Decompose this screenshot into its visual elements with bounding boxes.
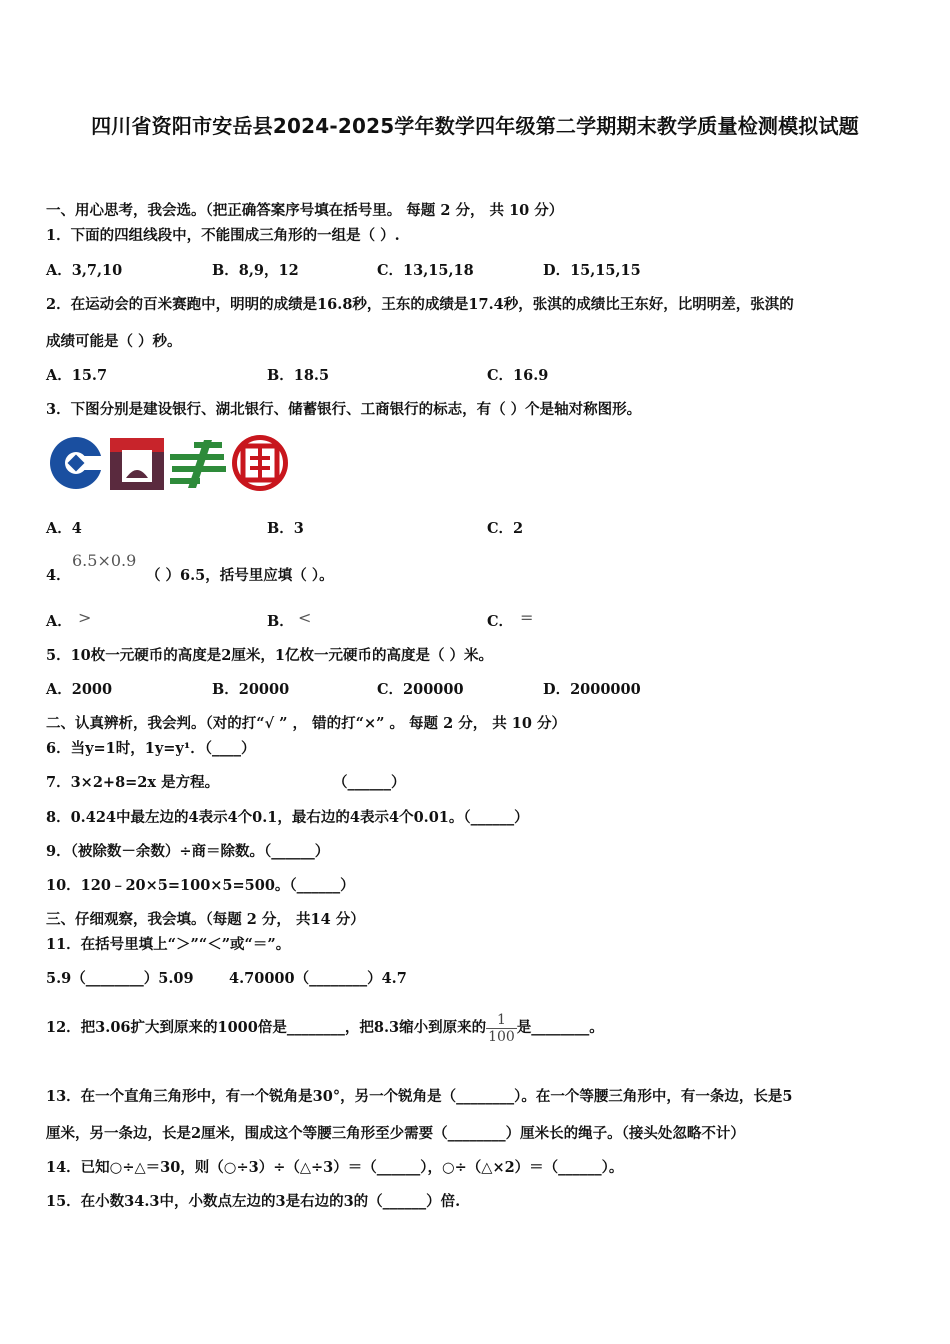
question-11: 11．在括号里填上“＞”“＜”或“＝”。 [46,936,291,953]
question-10: 10．120﹣20×5=100×5=500。（______） [46,877,355,894]
q1-option-a: A．3,7,10 [46,262,123,279]
q3-option-a: A．4 [46,520,82,537]
question-7: 7．3×2+8=2x 是方程。 [46,774,220,791]
postal-savings-logo [170,440,226,488]
fraction-numerator: 1 [496,1011,506,1028]
q1-option-c: C．13,15,18 [377,262,474,279]
question-6: 6．当y=1时，1y=y¹．（____） [46,740,256,757]
question-4-expression: 6.5×0.9 [72,551,137,570]
question-12-fraction [486,1012,517,1045]
fraction-denominator: 100 [488,1028,515,1045]
q1-option-d: D．15,15,15 [543,262,641,279]
question-7-blank: （______） [333,774,406,791]
hubei-bank-logo [110,438,164,490]
question-15: 15．在小数34.3中，小数点左边的3是右边的3的（______）倍. [46,1193,461,1210]
question-2-line-1: 2．在运动会的百米赛跑中，明明的成绩是16.8秒，王东的成绩是17.4秒，张淇的成绩比王东好，比明明差，张淇的 [46,296,794,313]
q4-option-b-symbol: < [298,608,312,627]
q4-option-a-symbol: > [78,608,92,627]
q1-option-b: B．8,9，12 [212,262,299,279]
question-11-part-1: 5.9（________）5.09 [46,970,194,987]
section-2-heading: 二、认真辨析，我会判。（对的打“√ ” ， 错的打“×” 。 每题 2 分， 共 10 分） [46,715,567,732]
q5-option-a: A．2000 [46,681,113,698]
section-1-heading: 一、用心思考，我会选。（把正确答案序号填在括号里。 每题 2 分， 共 10 分） [46,202,564,219]
question-2-line-2: 成绩可能是（ ）秒。 [46,333,182,350]
question-12 [46,1010,604,1046]
question-4-number: 4． [46,567,71,584]
q4-option-b-label: B． [267,613,294,630]
q5-option-d: D．2000000 [543,681,641,698]
section-3-heading: 三、仔细观察，我会填。（每题 2 分， 共14 分） [46,911,365,928]
q2-option-b: B．18.5 [267,367,330,384]
icbc-logo [232,435,288,491]
question-1: 1．下面的四组线段中，不能围成三角形的一组是（ ）. [46,227,400,244]
q3-option-c: C．2 [487,520,524,537]
question-12-text-before: 12．把3.06扩大到原来的1000倍是________，把8.3缩小到原来的 [46,1019,487,1036]
ccb-logo [50,437,106,489]
q3-option-b: B．3 [267,520,304,537]
q5-option-b: B．20000 [212,681,290,698]
question-5: 5．10枚一元硬币的高度是2厘米，1亿枚一元硬币的高度是（ ）米。 [46,647,493,664]
question-4-text: （ ）6.5，括号里应填（ ）。 [146,567,334,584]
q4-option-a-label: A． [46,613,72,630]
question-13-line-1: 13．在一个直角三角形中，有一个锐角是30°，另一个锐角是（________）。在一个等腰三角形中，有一条边，长是5 [46,1088,793,1105]
exam-title: 四川省资阳市安岳县2024-2025学年数学四年级第二学期期末教学质量检测模拟试题 [91,114,859,138]
q4-option-c-symbol: = [520,608,534,627]
q4-option-c-label: C． [487,613,514,630]
question-13-line-2: 厘米，另一条边，长是2厘米，围成这个等腰三角形至少需要（________）厘米长的绳子。（接头处忽略不计） [46,1125,745,1142]
q5-option-c: C．200000 [377,681,464,698]
question-14: 14．已知○÷△＝30，则（○÷3）÷（△÷3）＝（______），○÷（△×2）＝（______）。 [46,1159,624,1176]
question-11-part-2: 4.70000（________）4.7 [229,970,407,987]
question-9: 9．（被除数－余数）÷商＝除数。（______） [46,843,330,860]
q2-option-c: C．16.9 [487,367,549,384]
bank-logos [46,432,296,496]
q2-option-a: A．15.7 [46,367,108,384]
question-3: 3．下图分别是建设银行、湖北银行、储蓄银行、工商银行的标志，有（ ）个是轴对称图形。 [46,401,642,418]
question-8: 8．0.424中最左边的4表示4个0.1，最右边的4表示4个0.01。（______） [46,809,529,826]
question-12-text-after: 是________。 [516,1019,604,1036]
